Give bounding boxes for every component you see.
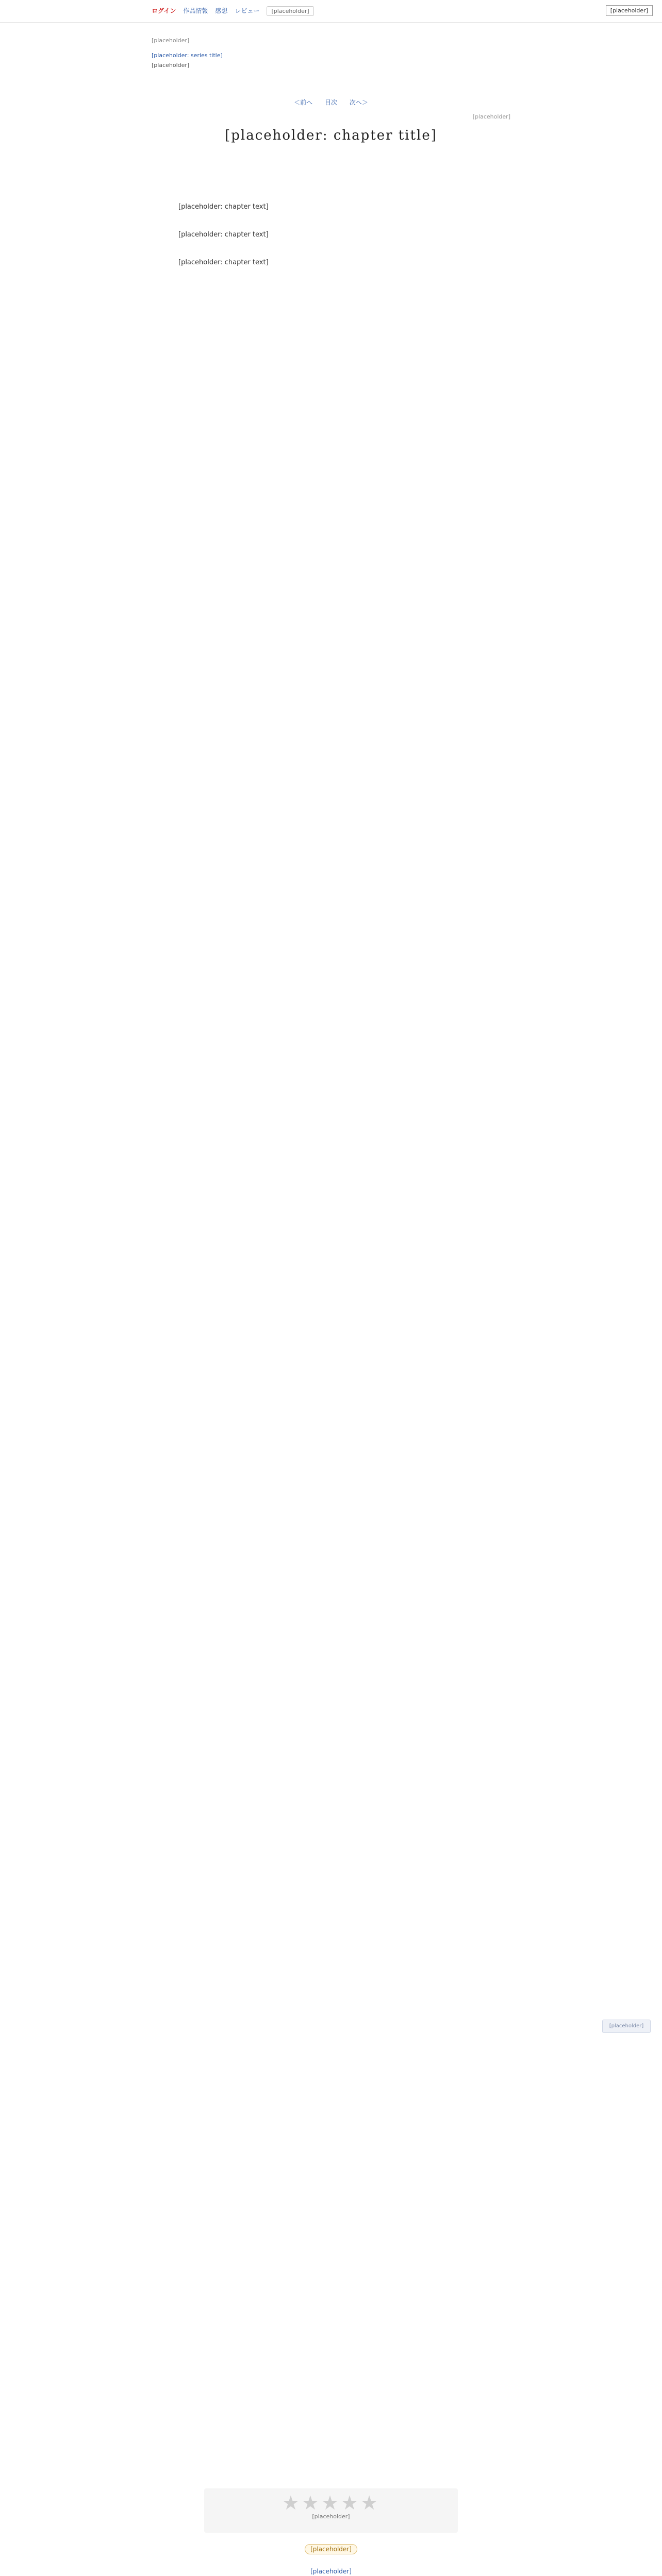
rating-hint: [placeholder]	[312, 2513, 350, 2520]
chapter-meta	[152, 37, 512, 69]
meta-note: [placeholder]	[152, 37, 190, 44]
top-pill[interactable]: [placeholder]	[267, 6, 313, 16]
like-area	[0, 2544, 662, 2554]
novel-paragraph: [placeholder: chapter text]	[178, 231, 269, 239]
index-link[interactable]: 目次	[324, 99, 337, 106]
meta-sub: [placeholder]	[152, 62, 190, 69]
rating-box	[204, 2488, 458, 2533]
star-rating[interactable]: ★★★★★	[282, 2492, 380, 2514]
series-link[interactable]: [placeholder: series title]	[152, 52, 223, 59]
novel-body	[178, 201, 484, 2437]
top-navbar	[0, 0, 662, 23]
chapter-number: [placeholder]	[472, 113, 510, 120]
impression-link[interactable]	[0, 2568, 662, 2575]
nav-link-0[interactable]: 作品情報	[183, 7, 208, 14]
nav-link-2[interactable]: レビュー	[235, 7, 260, 14]
side-tab[interactable]: [placeholder]	[602, 2020, 651, 2033]
write-impression-link[interactable]: [placeholder]	[310, 2568, 352, 2575]
novel-paragraph: [placeholder: chapter text]	[178, 259, 269, 266]
top-right-button[interactable]: [placeholder]	[606, 5, 653, 16]
novel-paragraph: [placeholder: chapter text]	[178, 203, 269, 211]
prev-link[interactable]: ＜前へ	[294, 99, 313, 106]
like-button[interactable]: [placeholder]	[305, 2544, 357, 2554]
nav-link-1[interactable]: 感想	[215, 7, 228, 14]
top-nav	[152, 6, 314, 16]
login-link[interactable]: ログイン	[152, 7, 176, 14]
pager-top	[0, 98, 662, 107]
chapter-title: [placeholder: chapter title]	[225, 128, 437, 143]
next-link[interactable]: 次へ＞	[349, 99, 368, 106]
